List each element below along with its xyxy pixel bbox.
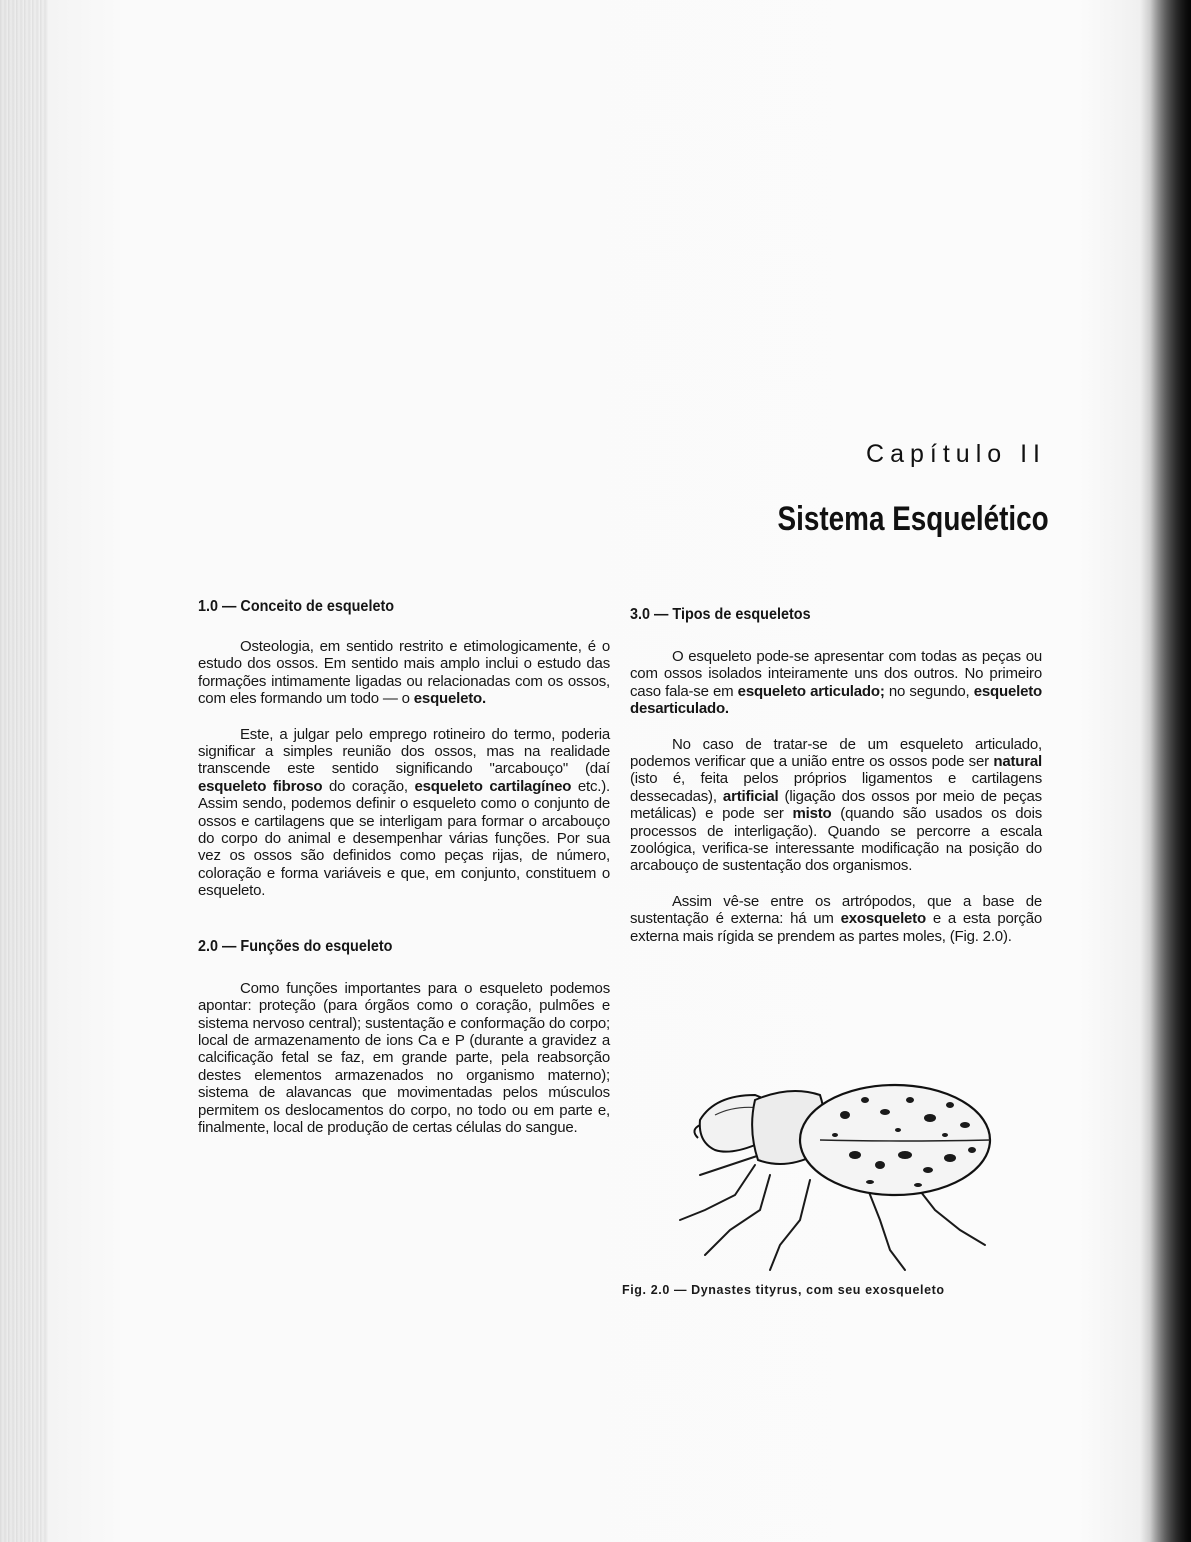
beetle-illustration-icon (660, 1070, 1000, 1275)
text-run: Assim vê-se entre os artrópodos, que a base de sustentação é externa: há um (630, 892, 1042, 928)
text-run: (ligação dos ossos por meio de peças metálicas) e pode ser (630, 787, 1042, 823)
figure-beetle (640, 1070, 1020, 1290)
bold-term: esqueleto articulado; (737, 682, 885, 700)
left-column (198, 598, 610, 1154)
bold-term: esqueleto fibroso (198, 777, 323, 795)
page-edge-shadow (1150, 0, 1191, 1542)
text-run: e a esta porção externa mais rígida se prendem as partes moles, (Fig. 2.0). (630, 910, 1042, 945)
text-run: etc.). Assim sendo, podemos definir o esqueleto como o conjunto de ossos e cartilagens que se interligam para formar o arcabouço do corpo do animal e desempenhar várias funções. Por sua vez os ossos são definidos como peças rijas, de número, coloração e forma variáveis e que, em conjunto, constituem o esqueleto. (198, 777, 610, 900)
bold-term: misto (792, 805, 832, 823)
text-run: (quando são usados os dois processos de interligação). Quando se percorre a escala zoológica, verifica-se interessante modificação na posição do arcabouço de sustentação dos organismos. (630, 805, 1042, 875)
chapter-title: Sistema Esquelético (777, 500, 1049, 538)
bold-term: natural (993, 753, 1042, 771)
bold-term: esqueleto desarticulado. (630, 682, 1042, 718)
bold-term: esqueleto. (413, 690, 486, 708)
paragraph (198, 638, 610, 708)
figure-caption: Fig. 2.0 — Dynastes tityrus, com seu exosqueleto (622, 1283, 945, 1297)
text-run: no segundo, (884, 682, 974, 700)
text-run: O esqueleto pode-se apresentar com todas as peças ou com ossos isolados inteiramente uns dos outros. No primeiro caso fala-se em (630, 648, 1042, 700)
bold-term: artificial (722, 787, 779, 805)
chapter-label: Capítulo II (866, 440, 1046, 468)
text-run: Este, a julgar pelo emprego rotineiro do termo, poderia significar a simples reunião dos ossos, mas na realidade transcende este sentido significando "arcabouço" (daí (198, 725, 610, 778)
book-binding-edge (0, 0, 48, 1542)
text-run: No caso de tratar-se de um esqueleto articulado, podemos verificar que a união entre os ossos pode ser (630, 735, 1042, 771)
section-heading-types: 3.0 — Tipos de esqueletos (630, 606, 811, 623)
section-heading-concept: 1.0 — Conceito de esqueleto (198, 598, 395, 615)
right-column (630, 606, 1042, 963)
paragraph (630, 736, 1042, 875)
paragraph (198, 726, 610, 900)
paragraph (630, 893, 1042, 945)
text-run: Como funções importantes para o esqueleto podemos apontar: proteção (para órgãos como o coração, pulmões e sistema nervoso central); sustentação e conformação do corpo; local de armazenamento de ions Ca e P (durante a gravidez a calcificação fetal se faz, em grande parte, pela reabsorção destes elementos armazenados no organismo materno); sistema de alavancas que movimentadas pelos músculos permitem os deslocamentos do corpo, no todo ou em parte e, finalmente, local de produção de certas células do sangue. (198, 979, 610, 1136)
paragraph (198, 980, 610, 1137)
text-run: Osteologia, em sentido restrito e etimologicamente, é o estudo dos ossos. Em sentido mais amplo inclui o estudo das formações intimamente ligadas ou relacionadas com os ossos, com eles formando um todo — o (198, 638, 610, 708)
text-run: do coração, (322, 777, 415, 795)
bold-term: esqueleto cartilagíneo (414, 777, 572, 795)
text-run: (isto é, feita pelos próprios ligamentos e cartilagens dessecadas), (630, 770, 1042, 805)
paragraph (630, 648, 1042, 718)
section-heading-functions: 2.0 — Funções do esqueleto (198, 937, 393, 955)
bold-term: exosqueleto (840, 910, 926, 928)
